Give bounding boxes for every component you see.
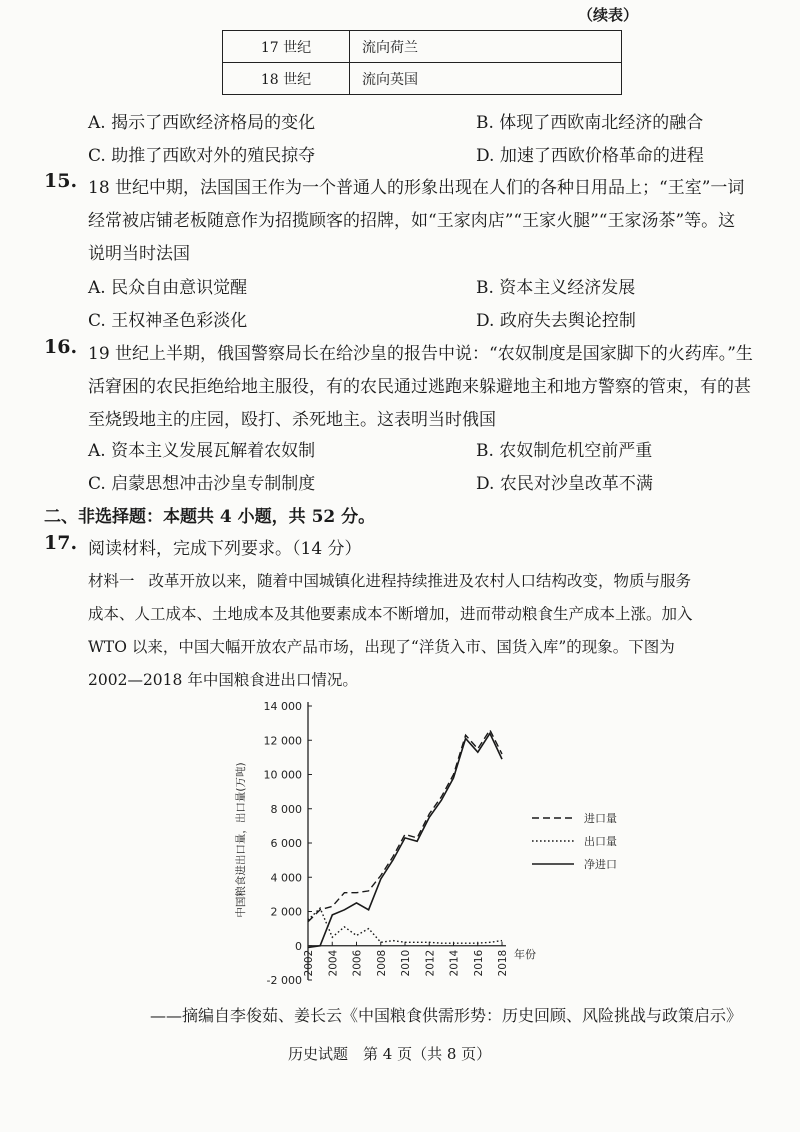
table-cell-century: 18 世纪: [223, 63, 350, 95]
flow-table: [222, 30, 622, 95]
q16-option-b: B. 农奴制危机空前严重: [476, 441, 653, 461]
material-line3: WTO 以来，中国大幅开放农产品市场，出现了“洋货入市、国货入库”的现象。下图为: [88, 638, 675, 656]
q14-option-d: D. 加速了西欧价格革命的进程: [476, 146, 704, 166]
x-tick-label: 2008: [375, 949, 388, 977]
q15-line3: 说明当时法国: [88, 244, 190, 264]
table-row: [223, 31, 622, 63]
x-tick-label: 2010: [400, 949, 412, 977]
x-axis-label: 年份: [514, 947, 536, 961]
y-tick-label: 2 000: [270, 905, 302, 919]
q16-stem: [88, 338, 768, 437]
series-line-solid: [308, 733, 502, 947]
y-tick-label: 10 000: [263, 768, 302, 782]
q16-option-d: D. 农民对沙皇改革不满: [476, 474, 653, 494]
q14-option-c: C. 助推了西欧对外的殖民掠夺: [88, 146, 316, 166]
q15-option-c: C. 王权神圣色彩淡化: [88, 311, 248, 331]
q15-line1: 18 世纪中期，法国国王作为一个普通人的形象出现在人们的各种日用品上；“王室”一词: [88, 178, 745, 198]
y-tick-label: 6 000: [270, 837, 302, 850]
x-tick-label: 2004: [327, 949, 340, 977]
q14-option-b: B. 体现了西欧南北经济的融合: [476, 113, 704, 133]
q15-number: 15.: [44, 170, 78, 192]
material-label: 材料一: [88, 572, 135, 590]
y-tick-label: 14 000: [263, 700, 302, 713]
y-axis-label: 中国粮食进出口量，出口量(万吨): [235, 762, 247, 918]
material-line1: 改革开放以来，随着中国城镇化进程持续推进及农村人口结构改变，物质与服务: [148, 572, 692, 590]
q15-line2: 经常被店铺老板随意作为招揽顾客的招牌，如“王家肉店”“王家火腿”“王家汤茶”等。这: [88, 211, 736, 231]
y-tick-label: 12 000: [263, 734, 302, 748]
q16-option-c: C. 启蒙思想冲击沙皇专制制度: [88, 474, 316, 494]
legend-label: 净进口: [584, 858, 617, 871]
x-tick-label: 2018: [497, 949, 509, 977]
table-cell-century: 17 世纪: [223, 31, 350, 63]
table-cell-flow: 流向荷兰: [350, 31, 622, 63]
q16-line1: 19 世纪上半期，俄国警察局长在给沙皇的报告中说：“农奴制度是国家脚下的火药库。”生: [88, 344, 753, 364]
y-tick-label: 4 000: [270, 871, 302, 885]
source-note: ——摘编自李俊茹、姜长云《中国粮食供需形势：历史回顾、风险挑战与政策启示》: [150, 1006, 743, 1025]
table-cell-flow: 流向英国: [350, 63, 622, 95]
q16-line3: 至烧毁地主的庄园，殴打、杀死地主。这表明当时俄国: [88, 410, 496, 430]
table-row: [223, 63, 622, 95]
q14-option-a: A. 揭示了西欧经济格局的变化: [88, 113, 316, 133]
legend-label: 出口量: [584, 835, 617, 848]
q16-line2: 活窘困的农民拒绝给地主服役，有的农民通过逃跑来躲避地主和地方警察的管束，有的甚: [88, 377, 751, 397]
q17-number: 17.: [44, 532, 78, 554]
grain-trade-chart: [220, 690, 640, 995]
material-line4: 2002—2018 年中国粮食进出口情况。: [88, 671, 358, 689]
y-tick-label: 8 000: [270, 802, 302, 816]
x-tick-label: 2002: [303, 949, 315, 977]
q15-option-b: B. 资本主义经济发展: [476, 278, 636, 298]
q15-option-d: D. 政府失去舆论控制: [476, 311, 636, 331]
page-footer: 历史试题 第 4 页（共 8 页）: [288, 1045, 492, 1063]
material-line2: 成本、人工成本、土地成本及其他要素成本不断增加，进而带动粮食生产成本上涨。加入: [88, 605, 693, 623]
x-tick-label: 2006: [351, 949, 364, 977]
q17-material: [88, 565, 768, 697]
continued-label: （续表）: [577, 6, 638, 24]
x-tick-label: 2012: [424, 949, 437, 977]
q15-option-a: A. 民众自由意识觉醒: [88, 278, 248, 298]
q15-stem: [88, 172, 768, 271]
q16-number: 16.: [44, 336, 78, 358]
x-tick-label: 2016: [472, 949, 485, 977]
legend-label: 进口量: [584, 812, 617, 825]
x-tick-label: 2014: [448, 949, 461, 977]
series-line-dashed: [308, 730, 502, 922]
section2-title: 二、非选择题：本题共 4 小题，共 52 分。: [44, 507, 376, 527]
y-tick-label: 0: [295, 939, 302, 953]
q17-instruction: 阅读材料，完成下列要求。（14 分）: [88, 539, 362, 559]
y-tick-label: -2 000: [266, 974, 302, 987]
q16-option-a: A. 资本主义发展瓦解着农奴制: [88, 441, 316, 461]
